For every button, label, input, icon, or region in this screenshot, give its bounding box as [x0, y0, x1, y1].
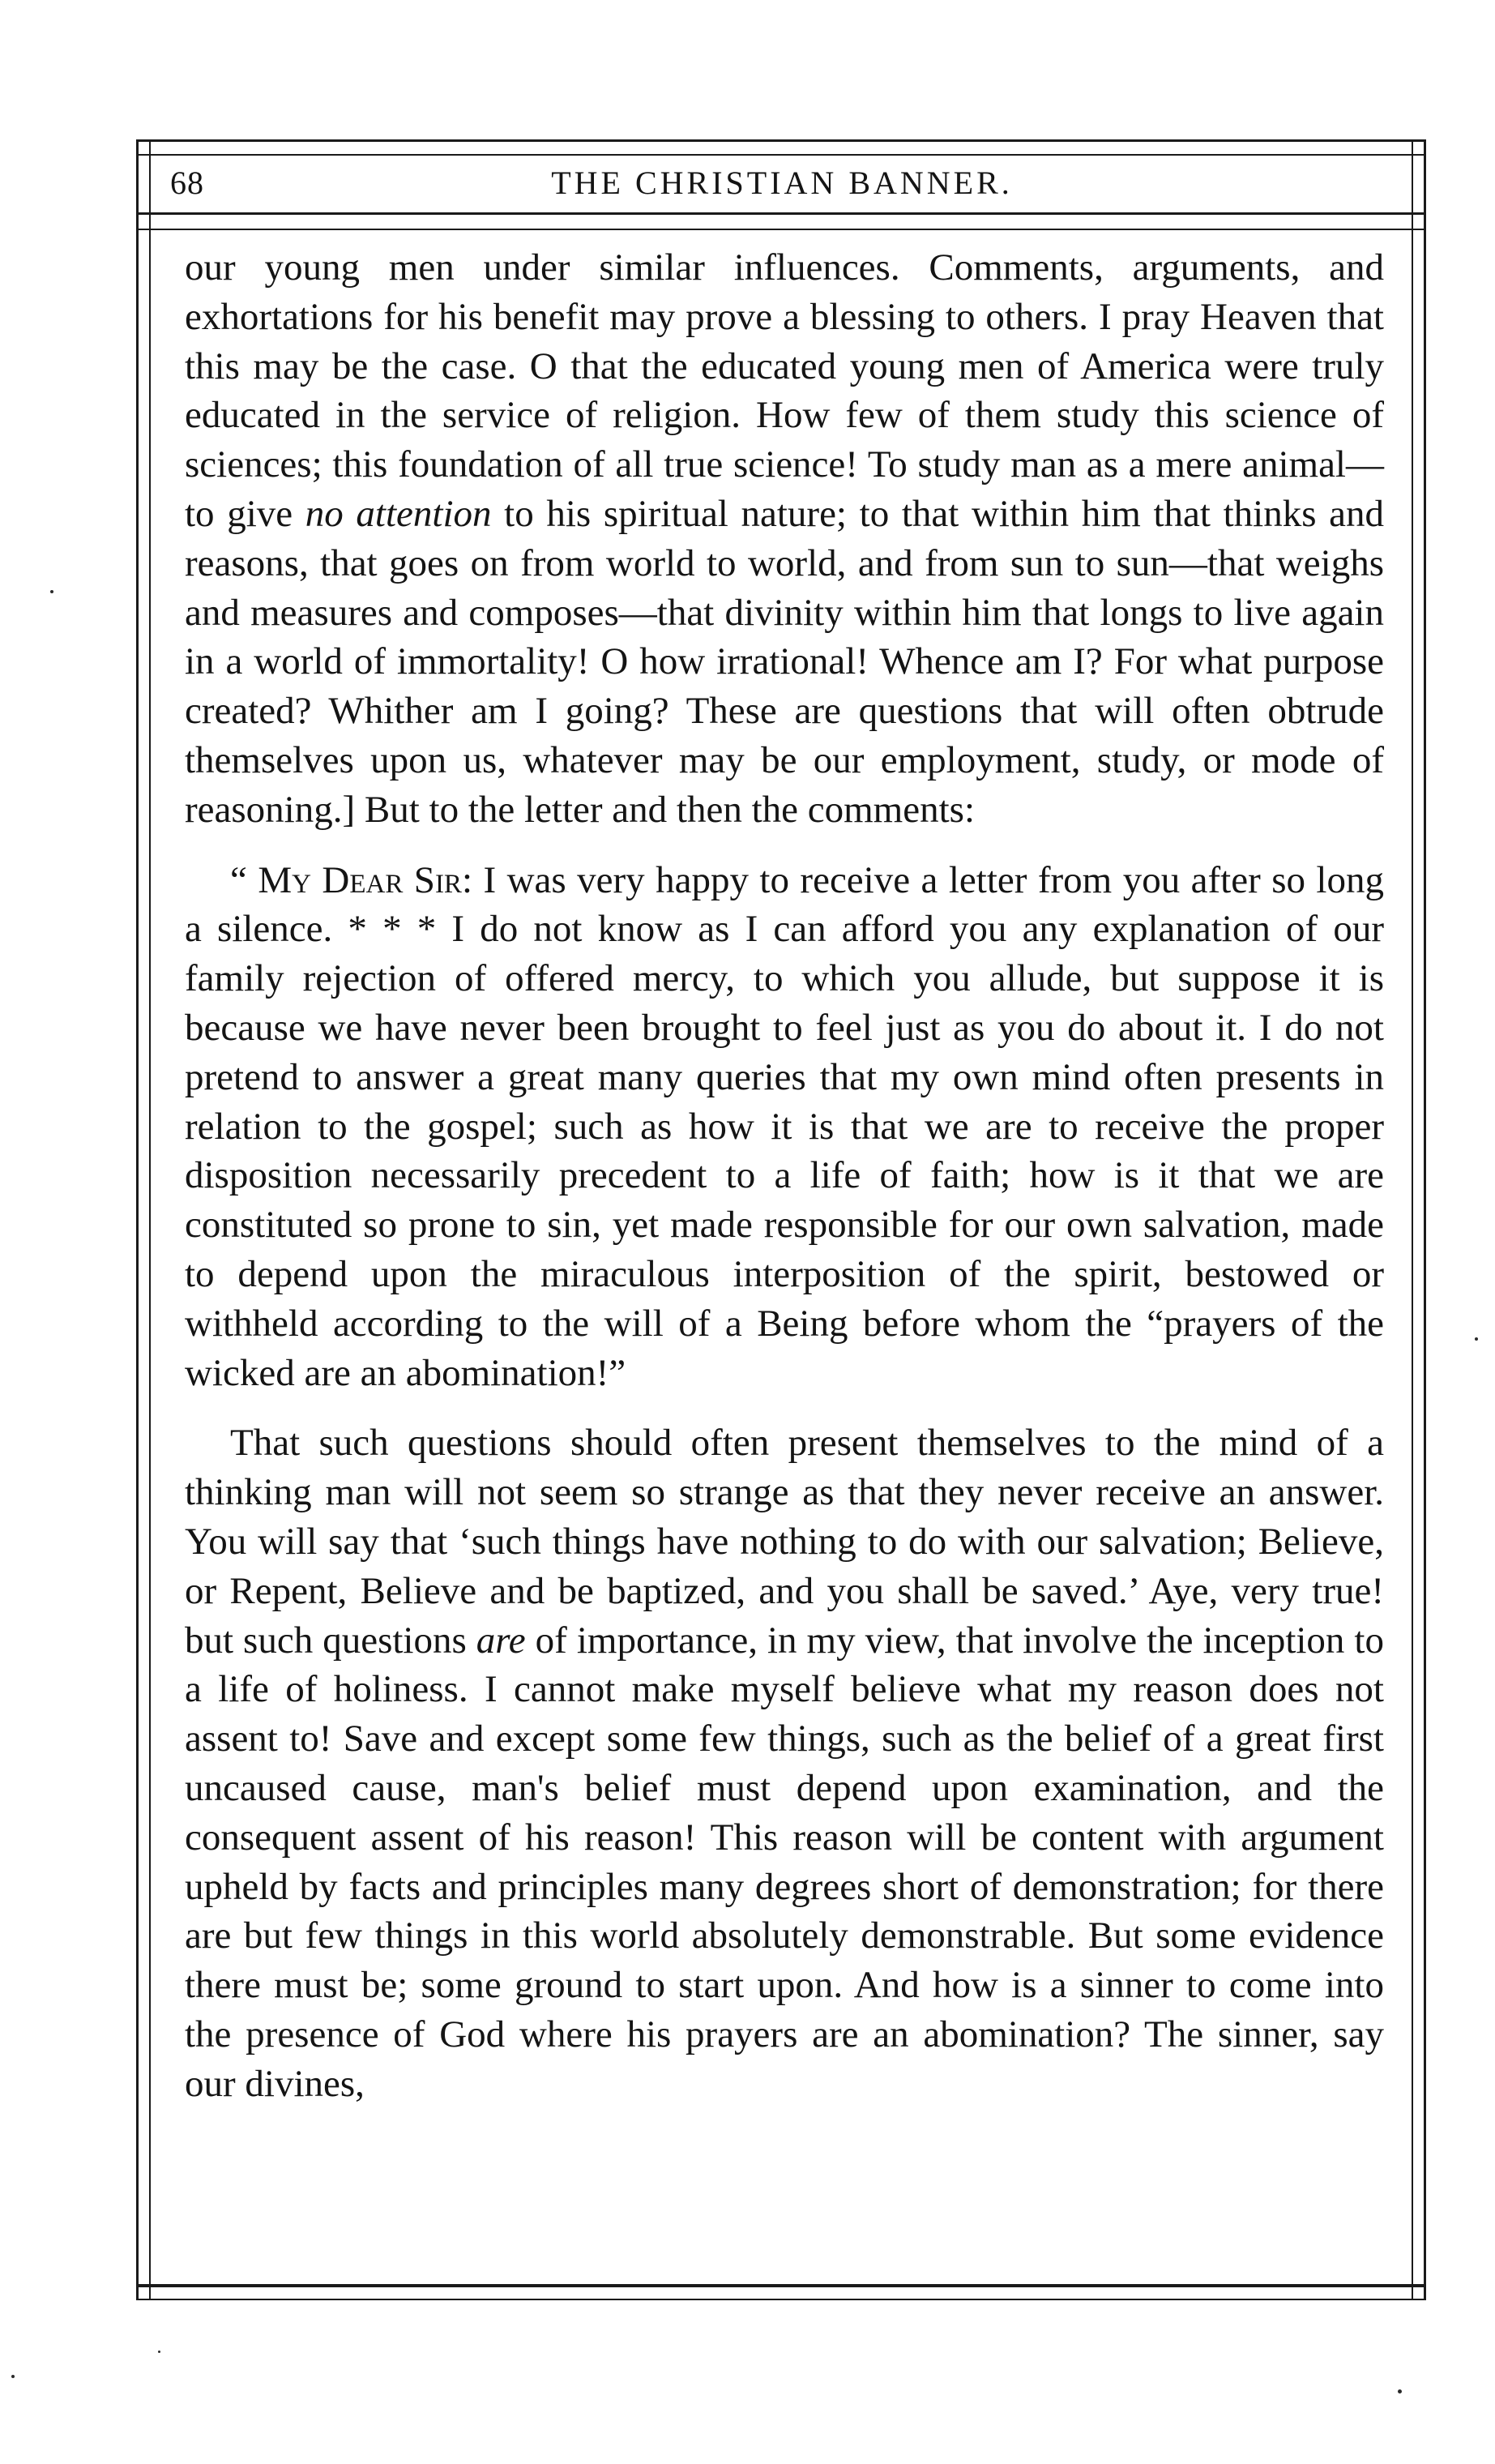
open-quote: “ — [230, 858, 258, 901]
frame-left-rule — [136, 139, 139, 2300]
print-speck — [50, 590, 53, 593]
print-speck — [158, 2351, 160, 2353]
body-text — [185, 243, 1384, 2108]
frame-left-inner-rule — [149, 139, 151, 2300]
print-speck — [11, 2375, 15, 2378]
frame-right-rule — [1424, 139, 1426, 2300]
paragraph-letter-continued — [185, 1418, 1384, 2108]
paragraph-text: to his spiritual nature; to that within him that thinks and reasons, that goes on from world to world, and from sun to sun—that weighs and measures and composes—that divinity within him that longs to live again in a world of immortality! O how irrational! Whence am I? For what purpose created? Whither am I going? These are questions that will often obtrude themselves upon us, whatever may be our employment, study, or mode of reasoning.] But to the letter and then the comments: — [185, 492, 1384, 831]
emphasis-text: no attention — [305, 492, 492, 535]
print-speck — [1398, 2389, 1402, 2393]
paragraph-text: That such questions should often present themselves to the mind of a thinking man will not seem so strange as that they never receive an answer. You will say that ‘such things have nothing to do with our salvation; Believe, or Repent, Believe and be baptized, and you shall be saved.’ Aye, very true! but such questions — [185, 1422, 1384, 1662]
frame-top-rule — [136, 139, 1426, 142]
paragraph-text: of importance, in my view, that involve the inception to a life of holiness. I cannot make myself believe what my reason does not assent to! Save and except some few things, such as the belief of a great first uncaused cause, man's belief must depend upon examination, and the consequent assent of his reason! This reason will be content with argument upheld by facts and principles many degrees short of demonstration; for there are but few things in this world absolutely demonstrable. But some evidence there must be; some ground to start upon. And how is a sinner to come into the presence of God where his prayers are an abomination? The sinner, say our divines, — [185, 1619, 1384, 2105]
header-rule — [136, 212, 1426, 215]
frame-bottom-rule — [136, 2284, 1426, 2287]
paragraph-letter — [185, 856, 1384, 1398]
paragraph-text: our young men under similar influences. Comments, arguments, and exhortations for his benefit may prove a blessing to others. I pray Heaven that this may be the case. O that the educated young men of America were truly educated in the service of religion. How few of them study this science of sciences; this foundation of all true science! To study man as a mere animal—to give — [185, 246, 1384, 535]
paragraph-commentary — [185, 243, 1384, 835]
frame-right-inner-rule — [1412, 139, 1413, 2300]
emphasis-text: are — [476, 1619, 526, 1662]
header-inner-rule — [136, 229, 1426, 230]
frame-bottom-inner-rule — [136, 2299, 1426, 2300]
page-header — [162, 164, 1402, 211]
page-number: 68 — [170, 165, 204, 201]
salutation: My Dear Sir — [258, 858, 462, 901]
paragraph-text: : I was very happy to receive a letter from you after so long a silence. * * * I do not know as I can afford you any explanation of our family rejection of offered mercy, to which you allude, but suppose it is because we have never been brought to feel just as you do about it. I do not pretend to answer a great many queries that my own mind often presents in relation to the gospel; such as how it is that we are to receive the proper disposition necessarily precedent to a life of faith; how is it that we are constituted so prone to sin, yet made responsible for our own salvation, made to depend upon the miraculous interposition of the spirit, bestowed or withheld according to the will of a Being before whom the “prayers of the wicked are an abomination!” — [185, 858, 1384, 1394]
running-title: THE CHRISTIAN BANNER. — [551, 165, 1013, 201]
print-speck — [1475, 1337, 1478, 1341]
frame-top-inner-rule — [136, 154, 1426, 156]
